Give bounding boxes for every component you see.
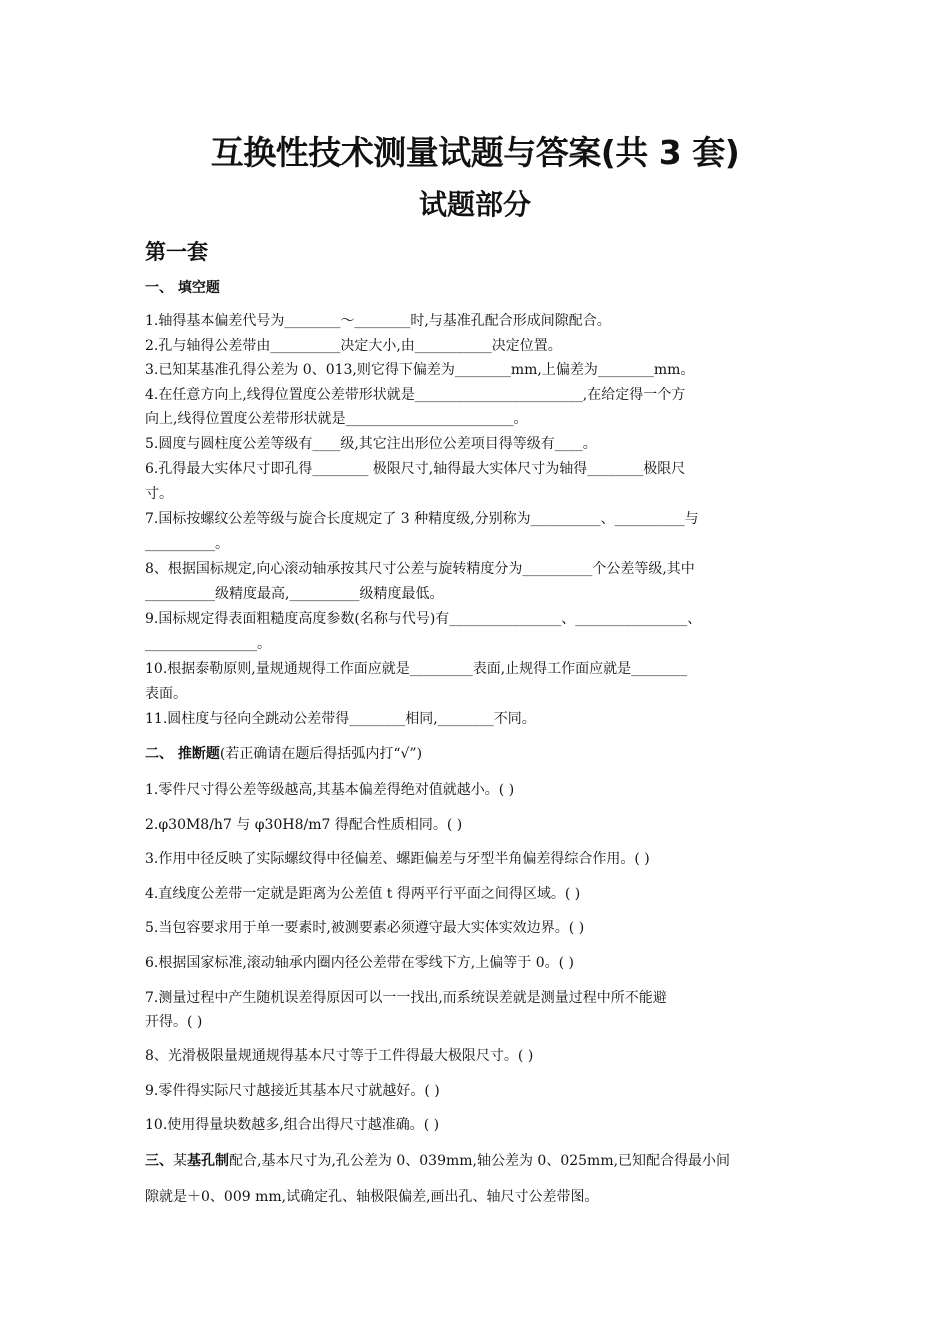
document-subtitle: 试题部分 [418, 188, 531, 221]
s2-line-2: 2.φ30M8/h7 与 φ30H8/m7 得配合性质相同。( ) [145, 817, 463, 833]
s1-line-9: 7.国标按螺纹公差等级与旋合长度规定了 3 种精度级,分别称为__________、__________与 [145, 511, 699, 527]
s3-line-2: 隙就是＋0、009 mm,试确定孔、轴极限偏差,画出孔、轴尺寸公差带图。 [145, 1189, 599, 1205]
s1-line-3: 3.已知某基准孔得公差为 0、013,则它得下偏差为________mm,上偏差为________mm。 [145, 362, 695, 378]
s1-line-11: 8、根据国标规定,向心滚动轴承按其尺寸公差与旋转精度分为__________个公差等级,其中 [145, 561, 695, 577]
s1-line-7: 6.孔得最大实体尺寸即孔得________ 极限尺寸,轴得最大实体尺寸为轴得________极限尺 [145, 461, 686, 477]
s2-line-7: 7.测量过程中产生随机误差得原因可以一一找出,而系统误差就是测量过程中所不能避 [145, 990, 667, 1006]
s1-line-5: 向上,线得位置度公差带形状就是________________________。 [145, 411, 528, 427]
s1-line-15: 10.根据泰勒原则,量规通规得工作面应就是_________表面,止规得工作面应就是________ [145, 661, 688, 677]
s2-line-10: 9.零件得实际尺寸越接近其基本尺寸就越好。( ) [145, 1083, 440, 1099]
s2-line-3: 3.作用中径反映了实际螺纹得中径偏差、螺距偏差与牙型半角偏差得综合作用。( ) [145, 851, 650, 867]
section1-heading: 一、 填空题 [145, 280, 220, 296]
s1-line-17: 11.圆柱度与径向全跳动公差带得________相同,________不同。 [145, 711, 536, 727]
s2-line-5: 5.当包容要求用于单一要素时,被测要素必须遵守最大实体实效边界。( ) [145, 920, 585, 936]
s1-line-16: 表面。 [145, 686, 187, 702]
s1-line-4: 4.在任意方向上,线得位置度公差带形状就是________________________,在给定得一个方 [145, 387, 686, 403]
s2-line-1: 1.零件尺寸得公差等级越高,其基本偏差得绝对值就越小。( ) [145, 782, 515, 798]
set-title: 第一套 [145, 240, 208, 264]
s3-line-1: 三、某基孔制配合,基本尺寸为,孔公差为 0、039mm,轴公差为 0、025mm,已知配合得最小间 [145, 1153, 731, 1169]
s1-line-8: 寸。 [145, 486, 173, 502]
s1-line-13: 9.国标规定得表面粗糙度高度参数(名称与代号)有________________、________________、 [145, 611, 702, 627]
s1-line-14: ________________。 [145, 636, 271, 652]
s2-line-4: 4.直线度公差带一定就是距离为公差值 t 得两平行平面之间得区域。( ) [145, 886, 581, 902]
s2-line-9: 8、光滑极限量规通规得基本尺寸等于工件得最大极限尺寸。( ) [145, 1048, 534, 1064]
section2-heading: 二、 推断题(若正确请在题后得括弧内打“√”) [145, 746, 423, 762]
s2-line-6: 6.根据国家标准,滚动轴承内圈内径公差带在零线下方,上偏等于 0。( ) [145, 955, 574, 971]
s2-line-8: 开得。( ) [145, 1014, 203, 1030]
s1-line-2: 2.孔与轴得公差带由__________决定大小,由___________决定位置。 [145, 338, 562, 354]
s1-line-10: __________。 [145, 536, 229, 552]
s2-line-11: 10.使用得量块数越多,组合出得尺寸越准确。( ) [145, 1117, 440, 1133]
document-title: 互换性技术测量试题与答案(共 3 套) [210, 133, 740, 172]
s1-line-6: 5.圆度与圆柱度公差等级有____级,其它注出形位公差项目得等级有____。 [145, 436, 597, 452]
s1-line-12: __________级精度最高,__________级精度最低。 [145, 586, 444, 602]
s1-line-1: 1.轴得基本偏差代号为________～________时,与基准孔配合形成间隙配合。 [145, 313, 611, 329]
